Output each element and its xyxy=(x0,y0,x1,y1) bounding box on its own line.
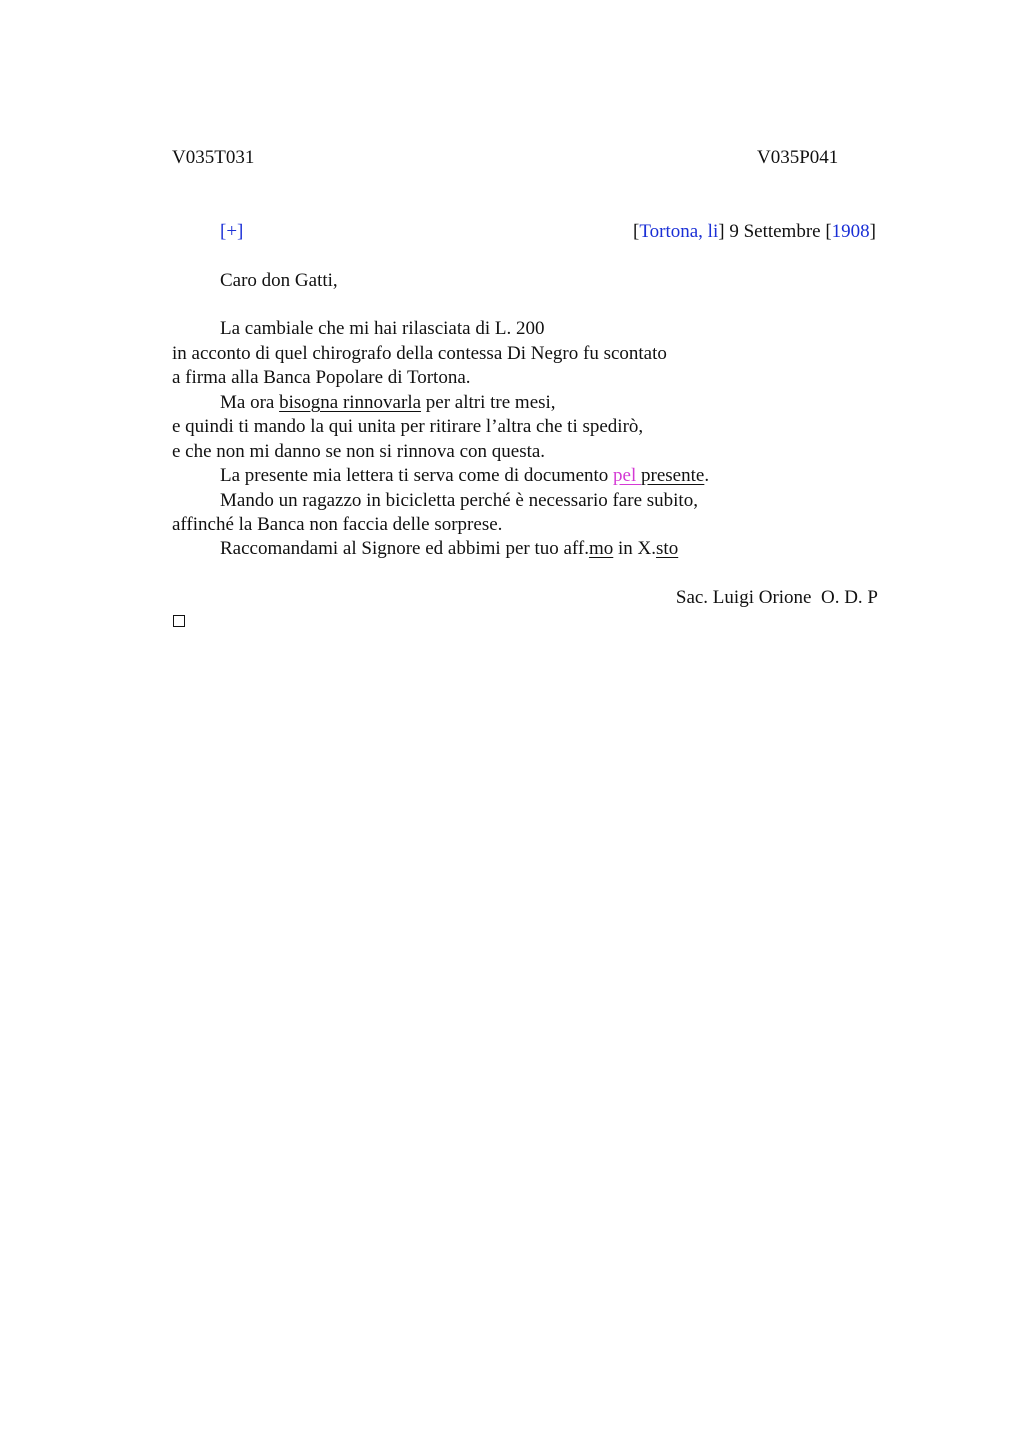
underlined-text: presente xyxy=(641,465,705,486)
underlined-text: sto xyxy=(656,538,679,559)
checkbox-icon xyxy=(173,615,185,627)
body-line: e quindi ti mando la qui unita per ritirare l’altra che ti spedirò, xyxy=(172,416,644,437)
body-line: a firma alla Banca Popolare di Tortona. xyxy=(172,367,471,388)
cross-mark: [+] xyxy=(220,221,244,242)
body-line xyxy=(220,391,556,415)
year-bracket-open: [ xyxy=(825,221,832,242)
body-line: e che non mi danno se non si rinnova con questa. xyxy=(172,441,546,462)
body-line: in acconto di quel chirografo della contessa Di Negro fu scontato xyxy=(172,343,667,364)
dateline xyxy=(633,220,876,244)
place-bracket-open: [ xyxy=(633,221,640,242)
signature: Sac. Luigi Orione O. D. P xyxy=(675,587,878,608)
body-text: in X. xyxy=(613,538,657,559)
header-right-code: V035P041 xyxy=(757,147,839,168)
body-line: Mando un ragazzo in bicicletta perché è necessario fare subito, xyxy=(220,490,698,511)
header-left-code: V035T031 xyxy=(172,147,255,168)
underlined-text: mo xyxy=(588,538,614,559)
place-bracket-close: ] xyxy=(718,221,725,242)
body-text: per altri tre mesi, xyxy=(421,392,556,413)
body-line xyxy=(220,464,709,488)
body-text: . xyxy=(704,465,710,486)
year-bracket-close: ] xyxy=(869,221,876,242)
inserted-word: pel xyxy=(613,465,642,486)
date-text: 9 Settembre xyxy=(724,221,826,242)
body-line: La cambiale che mi hai rilasciata di L. 200 xyxy=(220,318,545,339)
body-line xyxy=(220,537,678,561)
place: Tortona, li xyxy=(639,221,719,242)
underlined-text: bisogna rinnovarla xyxy=(279,392,422,413)
body-text: La presente mia lettera ti serva come di documento xyxy=(220,465,614,486)
body-text: Ma ora xyxy=(220,392,280,413)
body-line: affinché la Banca non faccia delle sorprese. xyxy=(172,514,503,535)
year: 1908 xyxy=(831,221,870,242)
body-text: Raccomandami al Signore ed abbimi per tuo aff. xyxy=(220,538,589,559)
salutation: Caro don Gatti, xyxy=(220,270,338,291)
